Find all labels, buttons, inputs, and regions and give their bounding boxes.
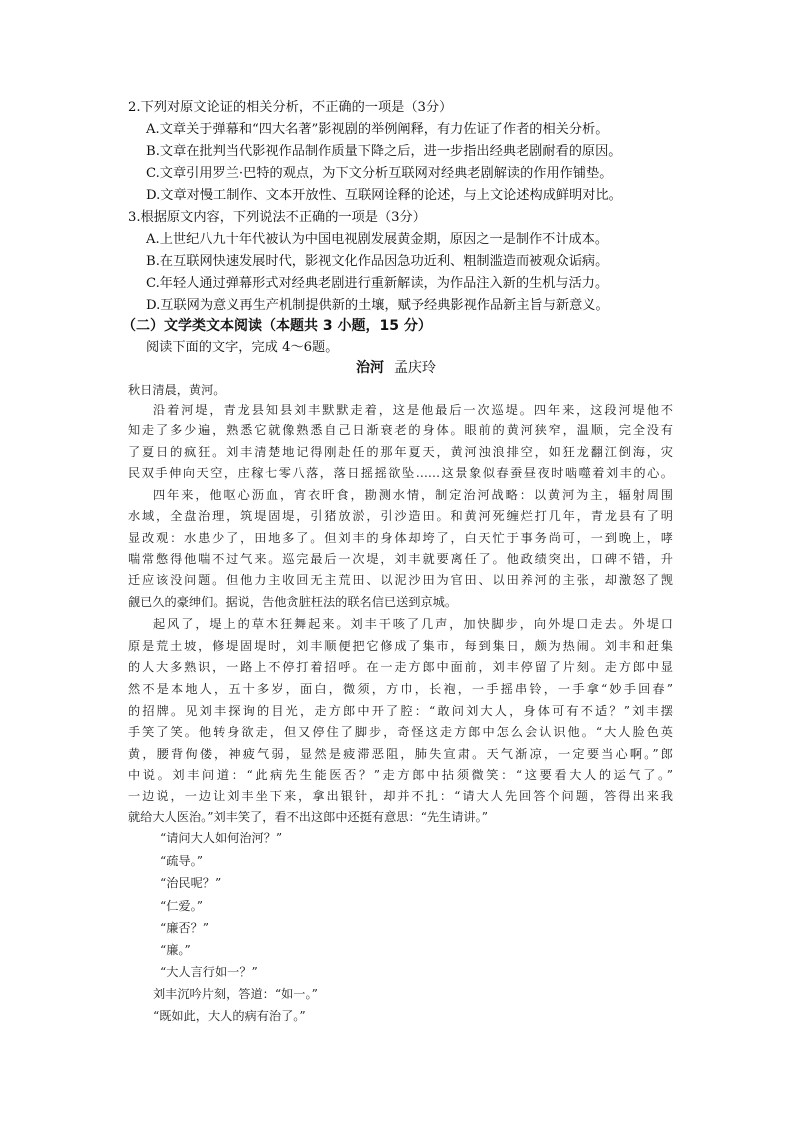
dialogue-line-0: “请问大人如何治河？” <box>160 831 283 845</box>
dialogue-line-3: “仁爱。” <box>160 899 203 913</box>
section-heading: （二）文学类文本阅读（本题共 3 小题，15 分） <box>122 318 432 334</box>
question-2-option-b: B.文章在批判当代影视作品制作质量下降之后，进一步指出经典老剧耐看的原因。 <box>146 144 622 159</box>
story-p2-line-4: 迁应该没问题。但他力主收回无主荒田、以泥沙田为官田、以田养河的主张，却激怒了觊 <box>128 573 673 587</box>
story-p3-line-9: 就给大人医治。”刘丰笑了，看不出这郎中还挺有意思：“先生请讲。” <box>128 810 488 824</box>
story-p1-line-1: 知走了多少遍，熟悉它就像熟悉自己日渐衰老的身体。眼前的黄河狭窄，温顺，完全没有 <box>128 423 673 437</box>
story-p2-line-5: 觎已久的豪绅们。据说，告他贪脏枉法的联名信已送到京城。 <box>128 595 458 609</box>
dialogue-line-1: “疏导。” <box>160 854 203 868</box>
story-p1-line-2: 了夏日的疯狂。刘丰清楚地记得刚赴任的那年夏天，黄河浊浪排空，如狂龙翻江倒海，灾 <box>128 445 673 459</box>
story-p2-line-3: 喘常憋得他喘不过气来。巡完最后一次堤，刘丰就要离任了。他政绩突出，口碑不错，升 <box>128 552 673 566</box>
dialogue-line-6: “大人言行如一？” <box>160 965 258 979</box>
dialogue-line-5: “廉。” <box>160 943 191 957</box>
question-2-option-a: A.文章关于弹幕和“四大名著”影视剧的举例阐释，有力佐证了作者的相关分析。 <box>146 122 609 137</box>
story-p3-line-8: 一边说，一边让刘丰坐下来，拿出银针，却并不扎：“请大人先回答个问题，答得出来我 <box>128 789 673 803</box>
dialogue-line-2: “治民呢？” <box>160 876 222 890</box>
story-p3-line-1: 原是荒土坡，修堤固堤时，刘丰顺便把它修成了集市，每到集日，颇为热闹。刘丰和赶集 <box>128 639 673 653</box>
question-2-stem: 2.下列对原文论证的相关分析，不正确的一项是（3分） <box>128 100 453 115</box>
story-p3-line-7: 中说。刘丰问道：“此病先生能医否？”走方郎中拈须微笑：“这要看大人的运气了。” <box>128 768 673 782</box>
story-paragraph-4: 刘丰沉吟片刻，答道：“如一。” <box>153 987 318 1001</box>
question-3-option-c: C.年轻人通过弹幕形式对经典老剧进行重新解读，为作品注入新的生机与活力。 <box>146 276 609 291</box>
story-p3-line-2: 的人大多熟识，一路上不停打着招呼。在一走方郎中面前，刘丰停留了片刻。走方郎中显 <box>128 660 673 674</box>
story-p3-line-4: 的招牌。见刘丰探询的目光，走方郎中开了腔：“敢问刘大人，身体可有不适？”刘丰摆 <box>128 704 673 718</box>
dialogue-line-4: “廉否？” <box>160 921 210 935</box>
story-p2-line-0: 四年来，他呕心沥血，宵衣旰食，勘测水情，制定治河战略：以黄河为主，辐射周围 <box>153 488 673 502</box>
question-2-option-d: D.文章对慢工制作、文本开放性、互联网诠释的论述，与上文论述构成鲜明对比。 <box>146 188 622 203</box>
story-p2-line-2: 显改观：水患少了，田地多了。但刘丰的身体却垮了，白天忙于事务尚可，一到晚上，哮 <box>128 531 673 545</box>
question-3-option-b: B.在互联网快速发展时代，影视文化作品因急功近利、粗制滥造而被观众诟病。 <box>146 254 609 269</box>
story-p3-line-0: 起风了，堤上的草木狂舞起来。刘丰干咳了几声，加快脚步，向外堤口走去。外堤口 <box>153 617 673 631</box>
story-p1-line-0: 沿着河堤，青龙县知县刘丰默默走着，这是他最后一次巡堤。四年来，这段河堤他不 <box>153 403 673 417</box>
story-p3-line-5: 手笑了笑。他转身欲走，但又停住了脚步，奇怪这走方郎中怎么会认识他。“大人脸色英 <box>128 725 673 739</box>
section-intro: 阅读下面的文字，完成 4～6题。 <box>146 340 339 355</box>
question-2-option-c: C.文章引用罗兰·巴特的观点，为下文分析互联网对经典老剧解读的作用作铺垫。 <box>146 166 613 181</box>
story-author: 孟庆玲 <box>394 360 436 376</box>
story-title: 治河 <box>356 360 384 376</box>
question-3-option-a: A.上世纪八九十年代被认为中国电视剧发展黄金期，原因之一是制作不计成本。 <box>146 232 609 247</box>
story-p1-line-3: 民双手伸向天空，庄稼七零八落，落日摇摇欲坠……这景象似春蚕昼夜时啮噬着刘丰的心。 <box>128 466 673 480</box>
story-paragraph-5: “既如此，大人的病有治了。” <box>153 1009 306 1023</box>
story-title-line <box>356 358 436 378</box>
question-3-stem: 3.根据原文内容，下列说法不正确的一项是（3分） <box>128 210 426 225</box>
story-p3-line-6: 黄，腰背佝偻，神疲气弱，显然是疲滞恶阻，肺失宣肃。天气渐凉，一定要当心啊。”郎 <box>128 747 673 761</box>
story-paragraph-0: 秋日清晨，黄河。 <box>128 383 226 397</box>
question-3-option-d: D.互联网为意义再生产机制提供新的土壤，赋予经典影视作品新主旨与新意义。 <box>146 298 609 313</box>
story-p2-line-1: 水域，全盘治理，筑堤固堤，引猪放淤，引沙造田。和黄河死缠烂打几年，青龙县有了明 <box>128 509 673 523</box>
story-p3-line-3: 然不是本地人，五十多岁，面白，微须，方巾，长袍，一手摇串铃，一手拿“妙手回春” <box>128 682 673 696</box>
